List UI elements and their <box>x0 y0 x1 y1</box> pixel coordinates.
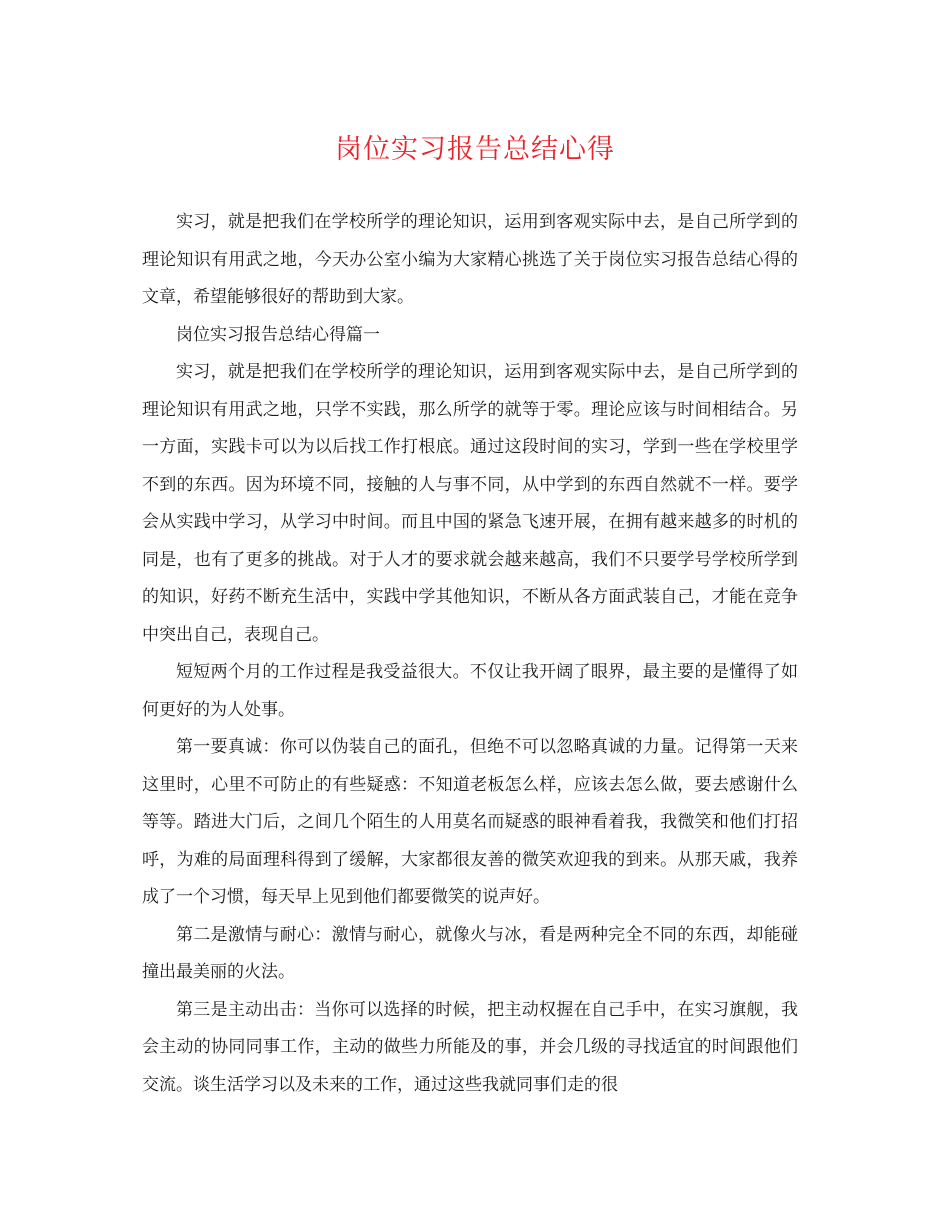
paragraph: 第三是主动出击：当你可以选择的时候，把主动权握在自己手中，在实习旗舰，我会主动的协同同事工作，主动的做些力所能及的事，并会几级的寻找适宜的时间跟他们交流。谈生活学习以及未来的工作，通过这些我就同事们走的很 <box>142 999 798 1095</box>
section-heading: 岗位实习报告总结心得篇一 <box>176 324 380 345</box>
paragraph: 短短两个月的工作过程是我受益很大。不仅让我开阔了眼界，最主要的是懂得了如何更好的为人处事。 <box>142 662 798 720</box>
document-title: 岗位实习报告总结心得 <box>335 134 615 165</box>
paragraph: 第二是激情与耐心：激情与耐心，就像火与冰，看是两种完全不同的东西，却能碰撞出最美丽的火法。 <box>142 924 798 982</box>
paragraph-intro: 实习，就是把我们在学校所学的理论知识，运用到客观实际中去，是自己所学到的理论知识有用武之地，今天办公室小编为大家精心挑选了关于岗位实习报告总结心得的文章，希望能够很好的帮助到大家。 <box>142 212 798 307</box>
paragraph: 第一要真诚：你可以伪装自己的面孔，但绝不可以忽略真诚的力量。记得第一天来这里时，心里不可防止的有些疑惑：不知道老板怎么样，应该去怎么做，要去感谢什么等等。踏进大门后，之间几个陌生的人用莫名而疑惑的眼神看着我，我微笑和他们打招呼，为难的局面理科得到了缓解，大家都很友善的微笑欢迎我的到来。从那天戚，我养成了一个习惯，每天早上见到他们都要微笑的说声好。 <box>142 737 798 907</box>
paragraph: 实习，就是把我们在学校所学的理论知识，运用到客观实际中去，是自己所学到的理论知识有用武之地，只学不实践，那么所学的就等于零。理论应该与时间相结合。另一方面，实践卡可以为以后找工作打根底。通过这段时间的实习，学到一些在学校里学不到的东西。因为环境不同，接触的人与事不同，从中学到的东西自然就不一样。要学会从实践中学习，从学习中时间。而且中国的紧急飞速开展，在拥有越来越多的时机的同是，也有了更多的挑战。对于人才的要求就会越来越高，我们不只要学号学校所学到的知识，好药不断充生活中，实践中学其他知识，不断从各方面武装自己，才能在竞争中突出自己，表现自己。 <box>142 362 798 645</box>
document-body <box>142 204 798 1104</box>
